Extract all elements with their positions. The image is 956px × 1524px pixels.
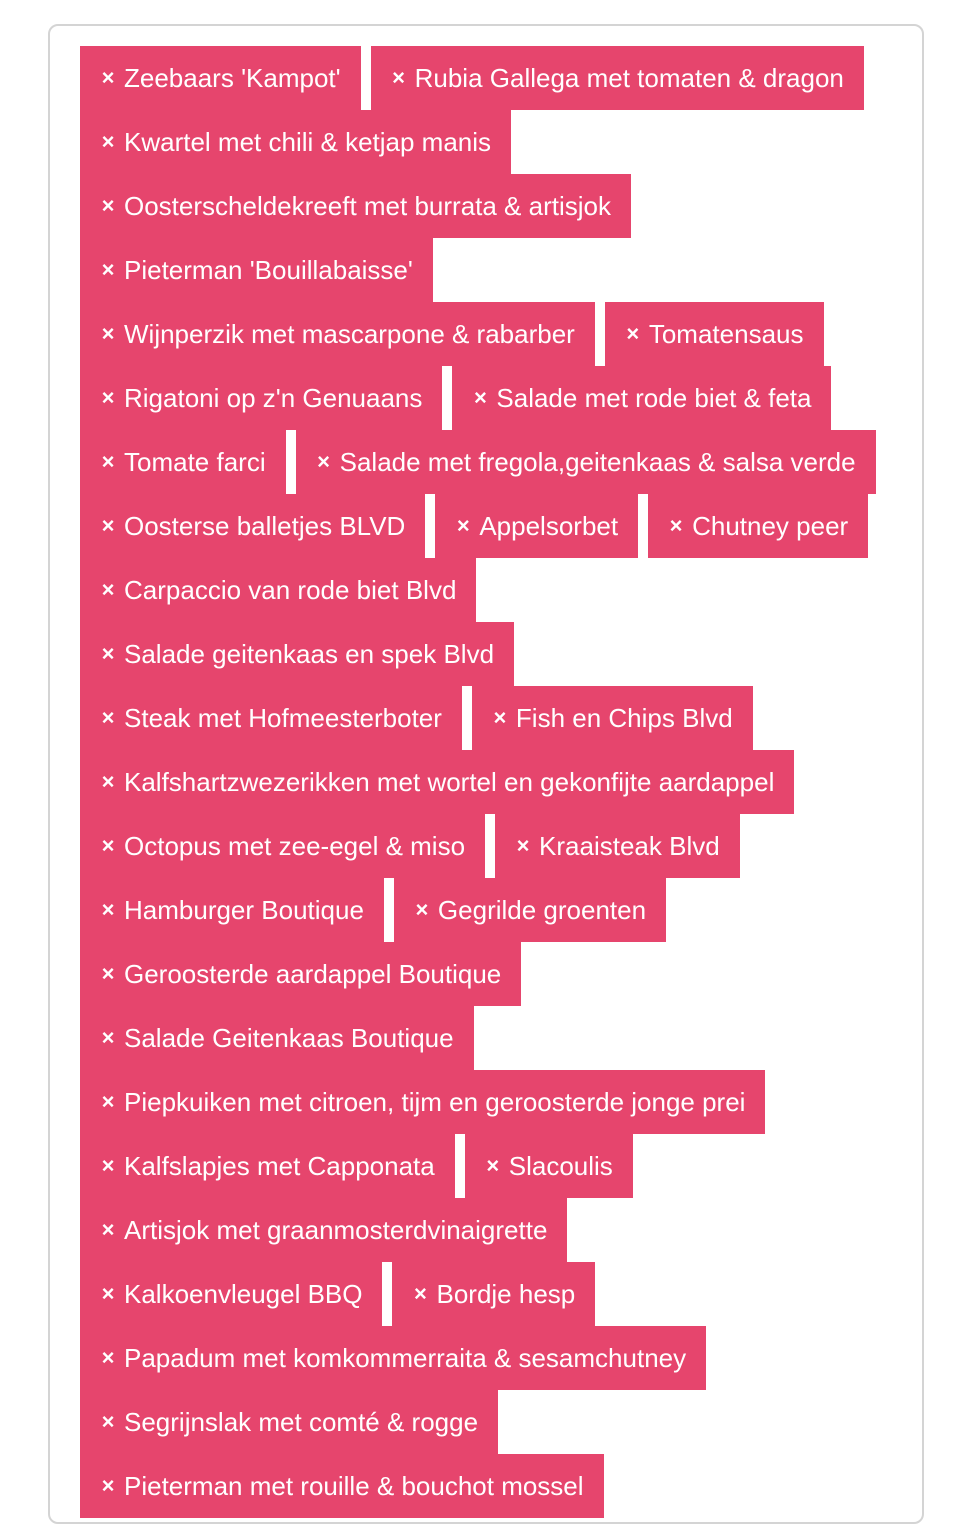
remove-tag-icon[interactable]: × xyxy=(101,1345,115,1370)
remove-tag-icon[interactable]: × xyxy=(101,257,115,282)
remove-tag-icon[interactable]: × xyxy=(101,65,115,90)
tag-row xyxy=(80,1262,880,1326)
tag-label: Pieterman met rouille & bouchot mossel xyxy=(124,1470,584,1501)
tag-label: Kalkoenvleugel BBQ xyxy=(124,1278,363,1309)
selected-tag[interactable] xyxy=(392,1262,595,1326)
tag-label: Slacoulis xyxy=(508,1150,613,1181)
tag-label: Piepkuiken met citroen, tijm en geroosterde jonge prei xyxy=(124,1086,746,1117)
remove-tag-icon[interactable]: × xyxy=(486,1153,500,1178)
selected-tag[interactable] xyxy=(80,942,521,1006)
selected-tag[interactable] xyxy=(452,366,831,430)
selected-tag[interactable] xyxy=(80,1070,765,1134)
tag-label: Kraaisteak Blvd xyxy=(539,830,720,861)
tag-row xyxy=(80,302,880,366)
selected-tag[interactable] xyxy=(80,622,514,686)
selected-tag[interactable] xyxy=(80,174,631,238)
selected-tag[interactable] xyxy=(495,814,740,878)
tag-row xyxy=(80,366,880,430)
tag-label: Gegrilde groenten xyxy=(437,894,647,925)
selected-tag[interactable] xyxy=(472,686,753,750)
tag-row xyxy=(80,174,880,238)
selected-tag[interactable] xyxy=(80,1454,604,1518)
selected-tag[interactable] xyxy=(80,558,476,622)
selected-tag[interactable] xyxy=(80,814,485,878)
selected-tag[interactable] xyxy=(80,110,511,174)
tag-label: Salade met fregola,geitenkaas & salsa verde xyxy=(339,446,856,477)
tag-row xyxy=(80,942,880,1006)
selected-tag[interactable] xyxy=(648,494,868,558)
selected-tag[interactable] xyxy=(80,1262,382,1326)
tag-label: Artisjok met graanmosterdvinaigrette xyxy=(124,1214,548,1245)
tag-row xyxy=(80,430,880,494)
tag-row xyxy=(80,750,880,814)
tag-label: Chutney peer xyxy=(692,510,849,541)
tag-label: Octopus met zee-egel & miso xyxy=(124,830,466,861)
tag-label: Pieterman 'Bouillabaisse' xyxy=(124,254,413,285)
tag-row xyxy=(80,878,880,942)
remove-tag-icon[interactable]: × xyxy=(101,1025,115,1050)
selected-tag[interactable] xyxy=(605,302,824,366)
remove-tag-icon[interactable]: × xyxy=(101,1409,115,1434)
remove-tag-icon[interactable]: × xyxy=(101,577,115,602)
tag-row xyxy=(80,1070,880,1134)
tag-label: Papadum met komkommerraita & sesamchutney xyxy=(124,1342,687,1373)
tag-label: Hamburger Boutique xyxy=(124,894,364,925)
remove-tag-icon[interactable]: × xyxy=(101,1217,115,1242)
remove-tag-icon[interactable]: × xyxy=(101,449,115,474)
remove-tag-icon[interactable]: × xyxy=(101,833,115,858)
remove-tag-icon[interactable]: × xyxy=(101,1473,115,1498)
remove-tag-icon[interactable]: × xyxy=(101,961,115,986)
selected-tag[interactable] xyxy=(80,494,425,558)
tag-row xyxy=(80,46,880,110)
remove-tag-icon[interactable]: × xyxy=(101,641,115,666)
tag-label: Rubia Gallega met tomaten & dragon xyxy=(414,62,844,93)
selected-tag[interactable] xyxy=(394,878,666,942)
selected-tag[interactable] xyxy=(80,1198,567,1262)
remove-tag-icon[interactable]: × xyxy=(516,833,530,858)
remove-tag-icon[interactable]: × xyxy=(101,1281,115,1306)
selected-tag[interactable] xyxy=(80,46,361,110)
tag-row xyxy=(80,1326,880,1390)
remove-tag-icon[interactable]: × xyxy=(101,129,115,154)
tag-label: Steak met Hofmeesterboter xyxy=(124,702,442,733)
tag-label: Tomate farci xyxy=(124,446,266,477)
tag-label: Kwartel met chili & ketjap manis xyxy=(124,126,492,157)
tag-label: Oosterse balletjes BLVD xyxy=(124,510,406,541)
tag-row xyxy=(80,1454,880,1518)
remove-tag-icon[interactable]: × xyxy=(101,385,115,410)
tag-label: Bordje hesp xyxy=(436,1278,576,1309)
remove-tag-icon[interactable]: × xyxy=(101,193,115,218)
remove-tag-icon[interactable]: × xyxy=(101,1089,115,1114)
remove-tag-icon[interactable]: × xyxy=(101,321,115,346)
remove-tag-icon[interactable]: × xyxy=(415,897,429,922)
tag-row xyxy=(80,1134,880,1198)
tag-label: Appelsorbet xyxy=(479,510,619,541)
selected-tags-list xyxy=(80,46,880,1518)
selected-tag[interactable] xyxy=(296,430,876,494)
tag-label: Fish en Chips Blvd xyxy=(515,702,733,733)
tag-row xyxy=(80,1006,880,1070)
tag-row xyxy=(80,558,880,622)
tag-label: Geroosterde aardappel Boutique xyxy=(124,958,502,989)
tag-row xyxy=(80,238,880,302)
tag-label: Salade Geitenkaas Boutique xyxy=(124,1022,454,1053)
tag-row xyxy=(80,622,880,686)
tag-label: Tomatensaus xyxy=(648,318,804,349)
remove-tag-icon[interactable]: × xyxy=(101,705,115,730)
remove-tag-icon[interactable]: × xyxy=(101,1153,115,1178)
remove-tag-icon[interactable]: × xyxy=(101,769,115,794)
tag-label: Salade geitenkaas en spek Blvd xyxy=(124,638,495,669)
selected-tag[interactable] xyxy=(80,878,384,942)
tag-label: Kalfslapjes met Capponata xyxy=(124,1150,435,1181)
tag-row xyxy=(80,494,880,558)
tag-row xyxy=(80,686,880,750)
selected-tag[interactable] xyxy=(80,750,794,814)
remove-tag-icon[interactable]: × xyxy=(626,321,640,346)
tag-label: Wijnperzik met mascarpone & rabarber xyxy=(124,318,575,349)
remove-tag-icon[interactable]: × xyxy=(101,513,115,538)
selected-tag[interactable] xyxy=(80,1326,706,1390)
remove-tag-icon[interactable]: × xyxy=(456,513,470,538)
tag-label: Salade met rode biet & feta xyxy=(496,382,812,413)
selected-tag[interactable] xyxy=(80,686,462,750)
selected-tag[interactable] xyxy=(435,494,638,558)
selected-tag[interactable] xyxy=(80,1134,455,1198)
remove-tag-icon[interactable]: × xyxy=(414,1281,427,1306)
tag-label: Segrijnslak met comté & rogge xyxy=(124,1406,479,1437)
tag-row xyxy=(80,1198,880,1262)
selected-tag[interactable] xyxy=(80,430,286,494)
tag-label: Kalfshartzwezerikken met wortel en gekonfijte aardappel xyxy=(124,766,775,797)
tag-label: Carpaccio van rode biet Blvd xyxy=(124,574,457,605)
remove-tag-icon[interactable]: × xyxy=(669,513,683,538)
remove-tag-icon[interactable]: × xyxy=(101,897,115,922)
remove-tag-icon[interactable]: × xyxy=(317,449,331,474)
remove-tag-icon[interactable]: × xyxy=(493,705,507,730)
selected-tag[interactable] xyxy=(80,366,442,430)
tag-label: Rigatoni op z'n Genuaans xyxy=(124,382,423,413)
tag-label: Zeebaars 'Kampot' xyxy=(124,62,341,93)
tag-row xyxy=(80,1390,880,1454)
selected-tag[interactable] xyxy=(465,1134,633,1198)
selected-tag[interactable] xyxy=(80,1006,474,1070)
remove-tag-icon[interactable]: × xyxy=(473,385,487,410)
tag-row xyxy=(80,110,880,174)
selected-tag[interactable] xyxy=(371,46,864,110)
tag-label: Oosterscheldekreeft met burrata & artisjok xyxy=(124,190,611,221)
tag-row xyxy=(80,814,880,878)
remove-tag-icon[interactable]: × xyxy=(392,65,406,90)
selected-tag[interactable] xyxy=(80,1390,498,1454)
selected-tag[interactable] xyxy=(80,302,595,366)
selected-tag[interactable] xyxy=(80,238,433,302)
